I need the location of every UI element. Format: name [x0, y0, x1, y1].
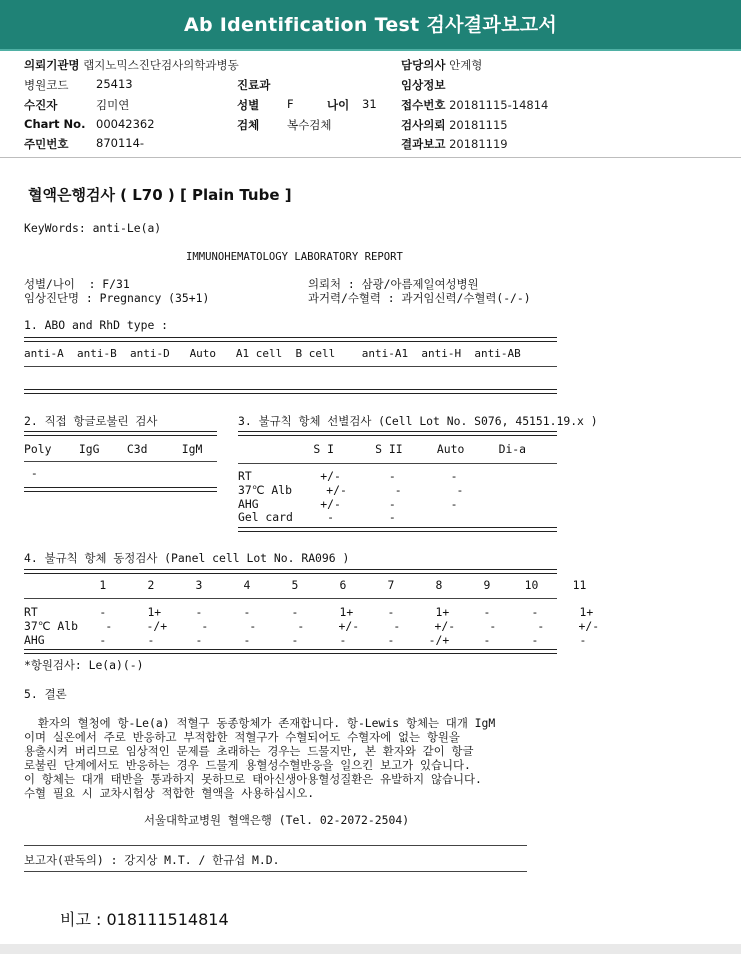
- reporter-line: 보고자(판독의) : 강지상 M.T. / 한규섭 M.D.: [24, 853, 280, 867]
- abo-title: 1. ABO and RhD type :: [24, 318, 169, 332]
- screen-title: 3. 불규칙 항체 선별검사 (Cell Lot No. S076, 45151.19.x ): [238, 414, 598, 428]
- section-title: 혈액은행검사 ( L70 ) [ Plain Tube ]: [28, 186, 292, 204]
- screen-rule-mid: [238, 463, 557, 464]
- report-header: [0, 0, 741, 51]
- specimen-label: 검체: [237, 118, 260, 132]
- request-field: 검사의뢰 20181115: [401, 118, 508, 132]
- keywords: KeyWords: anti-Le(a): [24, 221, 162, 235]
- conclusion-line: 로불린 단계에서도 반응하는 경우 드물게 용혈성수혈반응을 일으킨 보고가 있습니다.: [24, 758, 471, 772]
- age-label: 나이: [327, 98, 350, 112]
- info-divider: [0, 157, 741, 158]
- hospital-code-value: 25413: [96, 77, 133, 91]
- antigen-test: *항원검사: Le(a)(-): [24, 658, 144, 672]
- age-value: 31: [362, 97, 377, 111]
- conclusion-line: 용출시켜 버리므로 임상적인 문제를 초래하는 경우는 드물지만, 본 환자와 같이 항글: [24, 744, 474, 758]
- sex-value: F: [287, 97, 294, 111]
- dept-field: 진료과: [237, 78, 271, 92]
- dat-rule-mid: [24, 461, 217, 462]
- screen-row: RT +/- - -: [238, 469, 458, 483]
- id-value: 870114-: [96, 136, 145, 150]
- dat-header: Poly IgG C3d IgM: [24, 442, 203, 456]
- clinical-field: 임상정보: [401, 78, 446, 92]
- panel-row: 37℃ Alb - -/+ - - - +/- - +/- - - +/-: [24, 619, 600, 633]
- sex-label: 성별: [237, 98, 260, 112]
- receipt-field: 접수번호 20181115-14814: [401, 98, 549, 112]
- panel-header: 1 2 3 4 5 6 7 8 9 10 11: [24, 578, 587, 592]
- diagnosis-line: 임상진단명 : Pregnancy (35+1): [24, 291, 210, 305]
- abo-header: anti-A anti-B anti-D Auto A1 cell B cell anti-A1 anti-H anti-AB: [24, 347, 521, 360]
- conclusion-line: 이며 실온에서 주로 반응하고 부적합한 적혈구가 수혈되어도 수혈자에 없는 항원을: [24, 730, 460, 744]
- conclusion-line: 환자의 혈청에 항-Le(a) 적혈구 동종항체가 존재합니다. 항-Lewis 항체는 대개 IgM: [24, 716, 496, 730]
- doctor-field: 담당의사 안계형: [401, 58, 483, 72]
- report-title: Ab Identification Test 검사결과보고서: [183, 14, 558, 36]
- reporter-rule-bottom: [24, 871, 527, 872]
- specimen-value: 복수검체: [287, 118, 332, 132]
- abo-rule-bottom: [24, 389, 557, 394]
- blood-bank-contact: 서울대학교병원 혈액은행 (Tel. 02-2072-2504): [144, 813, 410, 827]
- panel-row: RT - 1+ - - - 1+ - 1+ - - 1+: [24, 605, 594, 619]
- conclusion-title: 5. 결론: [24, 687, 67, 701]
- patient-value: 김미연: [96, 98, 130, 112]
- screen-row: Gel card - -: [238, 510, 396, 524]
- history-line: 과거력/수혈력 : 과거임신력/수혈력(-/-): [308, 291, 531, 305]
- screen-header: S I S II Auto Di-a: [238, 442, 527, 456]
- screen-rule-bottom: [238, 527, 557, 532]
- dat-rule-top: [24, 431, 217, 436]
- report-date-field: 결과보고 20181119: [401, 137, 508, 151]
- panel-rule-top: [24, 569, 557, 574]
- referral-line: 의뢰처 : 삼광/아름제일여성병원: [308, 277, 479, 291]
- bottom-bar: [0, 944, 741, 954]
- panel-rule-bottom: [24, 649, 557, 654]
- chart-label: Chart No.: [24, 117, 86, 131]
- chart-value: 00042362: [96, 117, 155, 131]
- lab-title: IMMUNOHEMATOLOGY LABORATORY REPORT: [186, 251, 403, 263]
- dat-row: -: [24, 466, 38, 480]
- screen-row: 37℃ Alb +/- - -: [238, 483, 464, 497]
- sex-age-line: 성별/나이 : F/31: [24, 277, 130, 291]
- panel-row: AHG - - - - - - - -/+ - - -: [24, 633, 587, 647]
- screen-row: AHG +/- - -: [238, 497, 458, 511]
- hospital-code-label: 병원코드: [24, 78, 69, 92]
- abo-rule-mid: [24, 366, 557, 367]
- id-label: 주민번호: [24, 137, 69, 151]
- abo-rule-top: [24, 337, 557, 342]
- reporter-rule-top: [24, 845, 527, 846]
- patient-label: 수진자: [24, 98, 58, 112]
- panel-rule-mid: [24, 598, 557, 599]
- screen-rule-top: [238, 431, 557, 436]
- panel-title: 4. 불규칙 항체 동정검사 (Panel cell Lot No. RA096 ): [24, 551, 350, 565]
- institution-field: 의뢰기관명 랩지노믹스진단검사의학과병동: [24, 58, 239, 72]
- conclusion-line: 수혈 필요 시 교차시험상 적합한 혈액을 사용하십시오.: [24, 786, 315, 800]
- dat-rule-bottom: [24, 487, 217, 492]
- dat-title: 2. 직접 항글로불린 검사: [24, 414, 158, 428]
- conclusion-line: 이 항체는 대개 태반을 통과하지 못하므로 태아신생아용혈성질환은 유발하지 않습니다.: [24, 772, 482, 786]
- remark: 비고 : 018111514814: [60, 910, 229, 929]
